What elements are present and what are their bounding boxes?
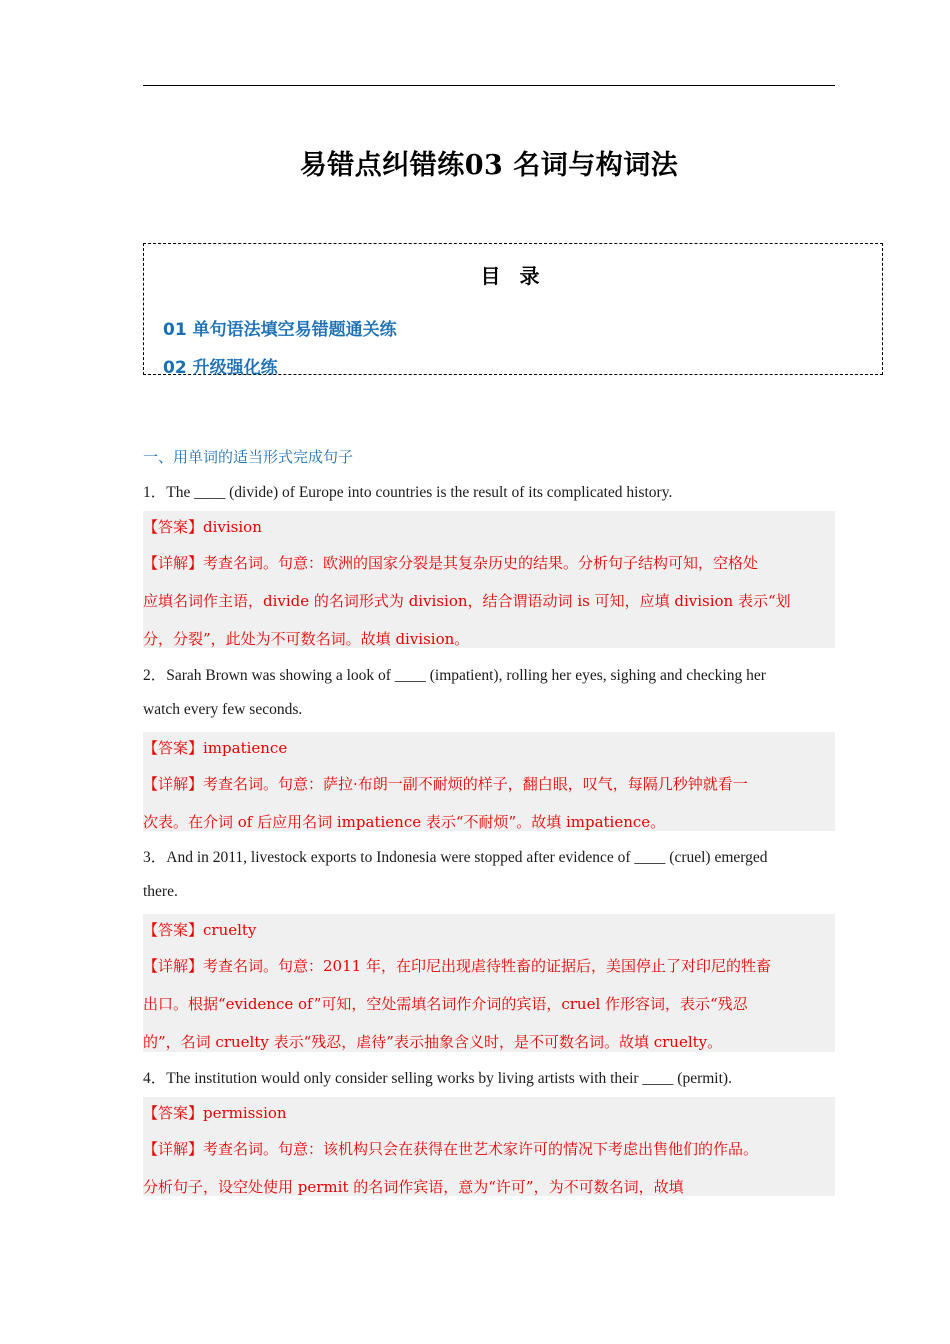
answer-4: 【答案】permission [143, 1104, 287, 1122]
header-rule [143, 85, 835, 86]
toc-item-2[interactable]: 02 升级强化练 [163, 358, 278, 378]
explanation-3-line-1: 【详解】考查名词。句意：2011 年，在印尼出现虐待牲畜的证据后，美国停止了对印尼的牲畜 [143, 957, 771, 975]
answer-block-4 [143, 1097, 835, 1196]
explanation-1-line-2: 应填名词作主语，divide 的名词形式为 division，结合谓语动词 is 可知，应填 division 表示“划 [143, 592, 791, 610]
explanation-4-line-1: 【详解】考查名词。句意：该机构只会在获得在世艺术家许可的情况下考虑出售他们的作品。 [143, 1140, 759, 1158]
answer-1: 【答案】division [143, 518, 262, 536]
answer-block-1 [143, 511, 835, 648]
answer-block-3 [143, 914, 835, 1052]
table-of-contents [143, 243, 883, 378]
question-2-line-1: 2．Sarah Brown was showing a look of ____ (impatient), rolling her eyes, sighing and checking her [143, 667, 766, 684]
question-2-line-2: watch every few seconds. [143, 701, 303, 718]
question-1-line-1: 1．The ____ (divide) of Europe into countries is the result of its complicated history. [143, 484, 673, 501]
toc-heading: 目 录 [480, 264, 546, 288]
section-heading: 一、用单词的适当形式完成句子 [143, 448, 354, 466]
explanation-4-line-2: 分析句子，设空处使用 permit 的名词作宾语，意为“许可”，为不可数名词，故填 [143, 1178, 684, 1196]
answer-2: 【答案】impatience [143, 739, 288, 757]
answer-3: 【答案】cruelty [143, 921, 257, 939]
explanation-2-line-1: 【详解】考查名词。句意：萨拉·布朗一副不耐烦的样子，翻白眼，叹气，每隔几秒钟就看一 [143, 775, 748, 793]
explanation-1-line-3: 分，分裂”，此处为不可数名词。故填 division。 [143, 630, 470, 648]
explanation-3-line-2: 出口。根据“evidence of”可知，空处需填名词作介词的宾语，cruel 作形容词，表示“残忍 [143, 995, 748, 1013]
toc-item-1[interactable]: 01 单句语法填空易错题通关练 [163, 320, 397, 340]
question-4-line-1: 4．The institution would only consider selling works by living artists with their ____ (permit). [143, 1070, 732, 1087]
explanation-2-line-2: 次表。在介词 of 后应用名词 impatience 表示“不耐烦”。故填 impatience。 [143, 813, 666, 831]
explanation-3-line-3: 的”，名词 cruelty 表示“残忍，虐待”表示抽象含义时，是不可数名词。故填 cruelty。 [143, 1033, 723, 1051]
question-3-line-2: there. [143, 883, 178, 900]
question-3-line-1: 3．And in 2011, livestock exports to Indonesia were stopped after evidence of ____ (cruel) emerged [143, 849, 768, 866]
explanation-1-line-1: 【详解】考查名词。句意：欧洲的国家分裂是其复杂历史的结果。分析句子结构可知，空格处 [143, 554, 759, 572]
document-title: 易错点纠错练03 名词与构词法 [299, 150, 679, 181]
answer-block-2 [143, 732, 835, 831]
